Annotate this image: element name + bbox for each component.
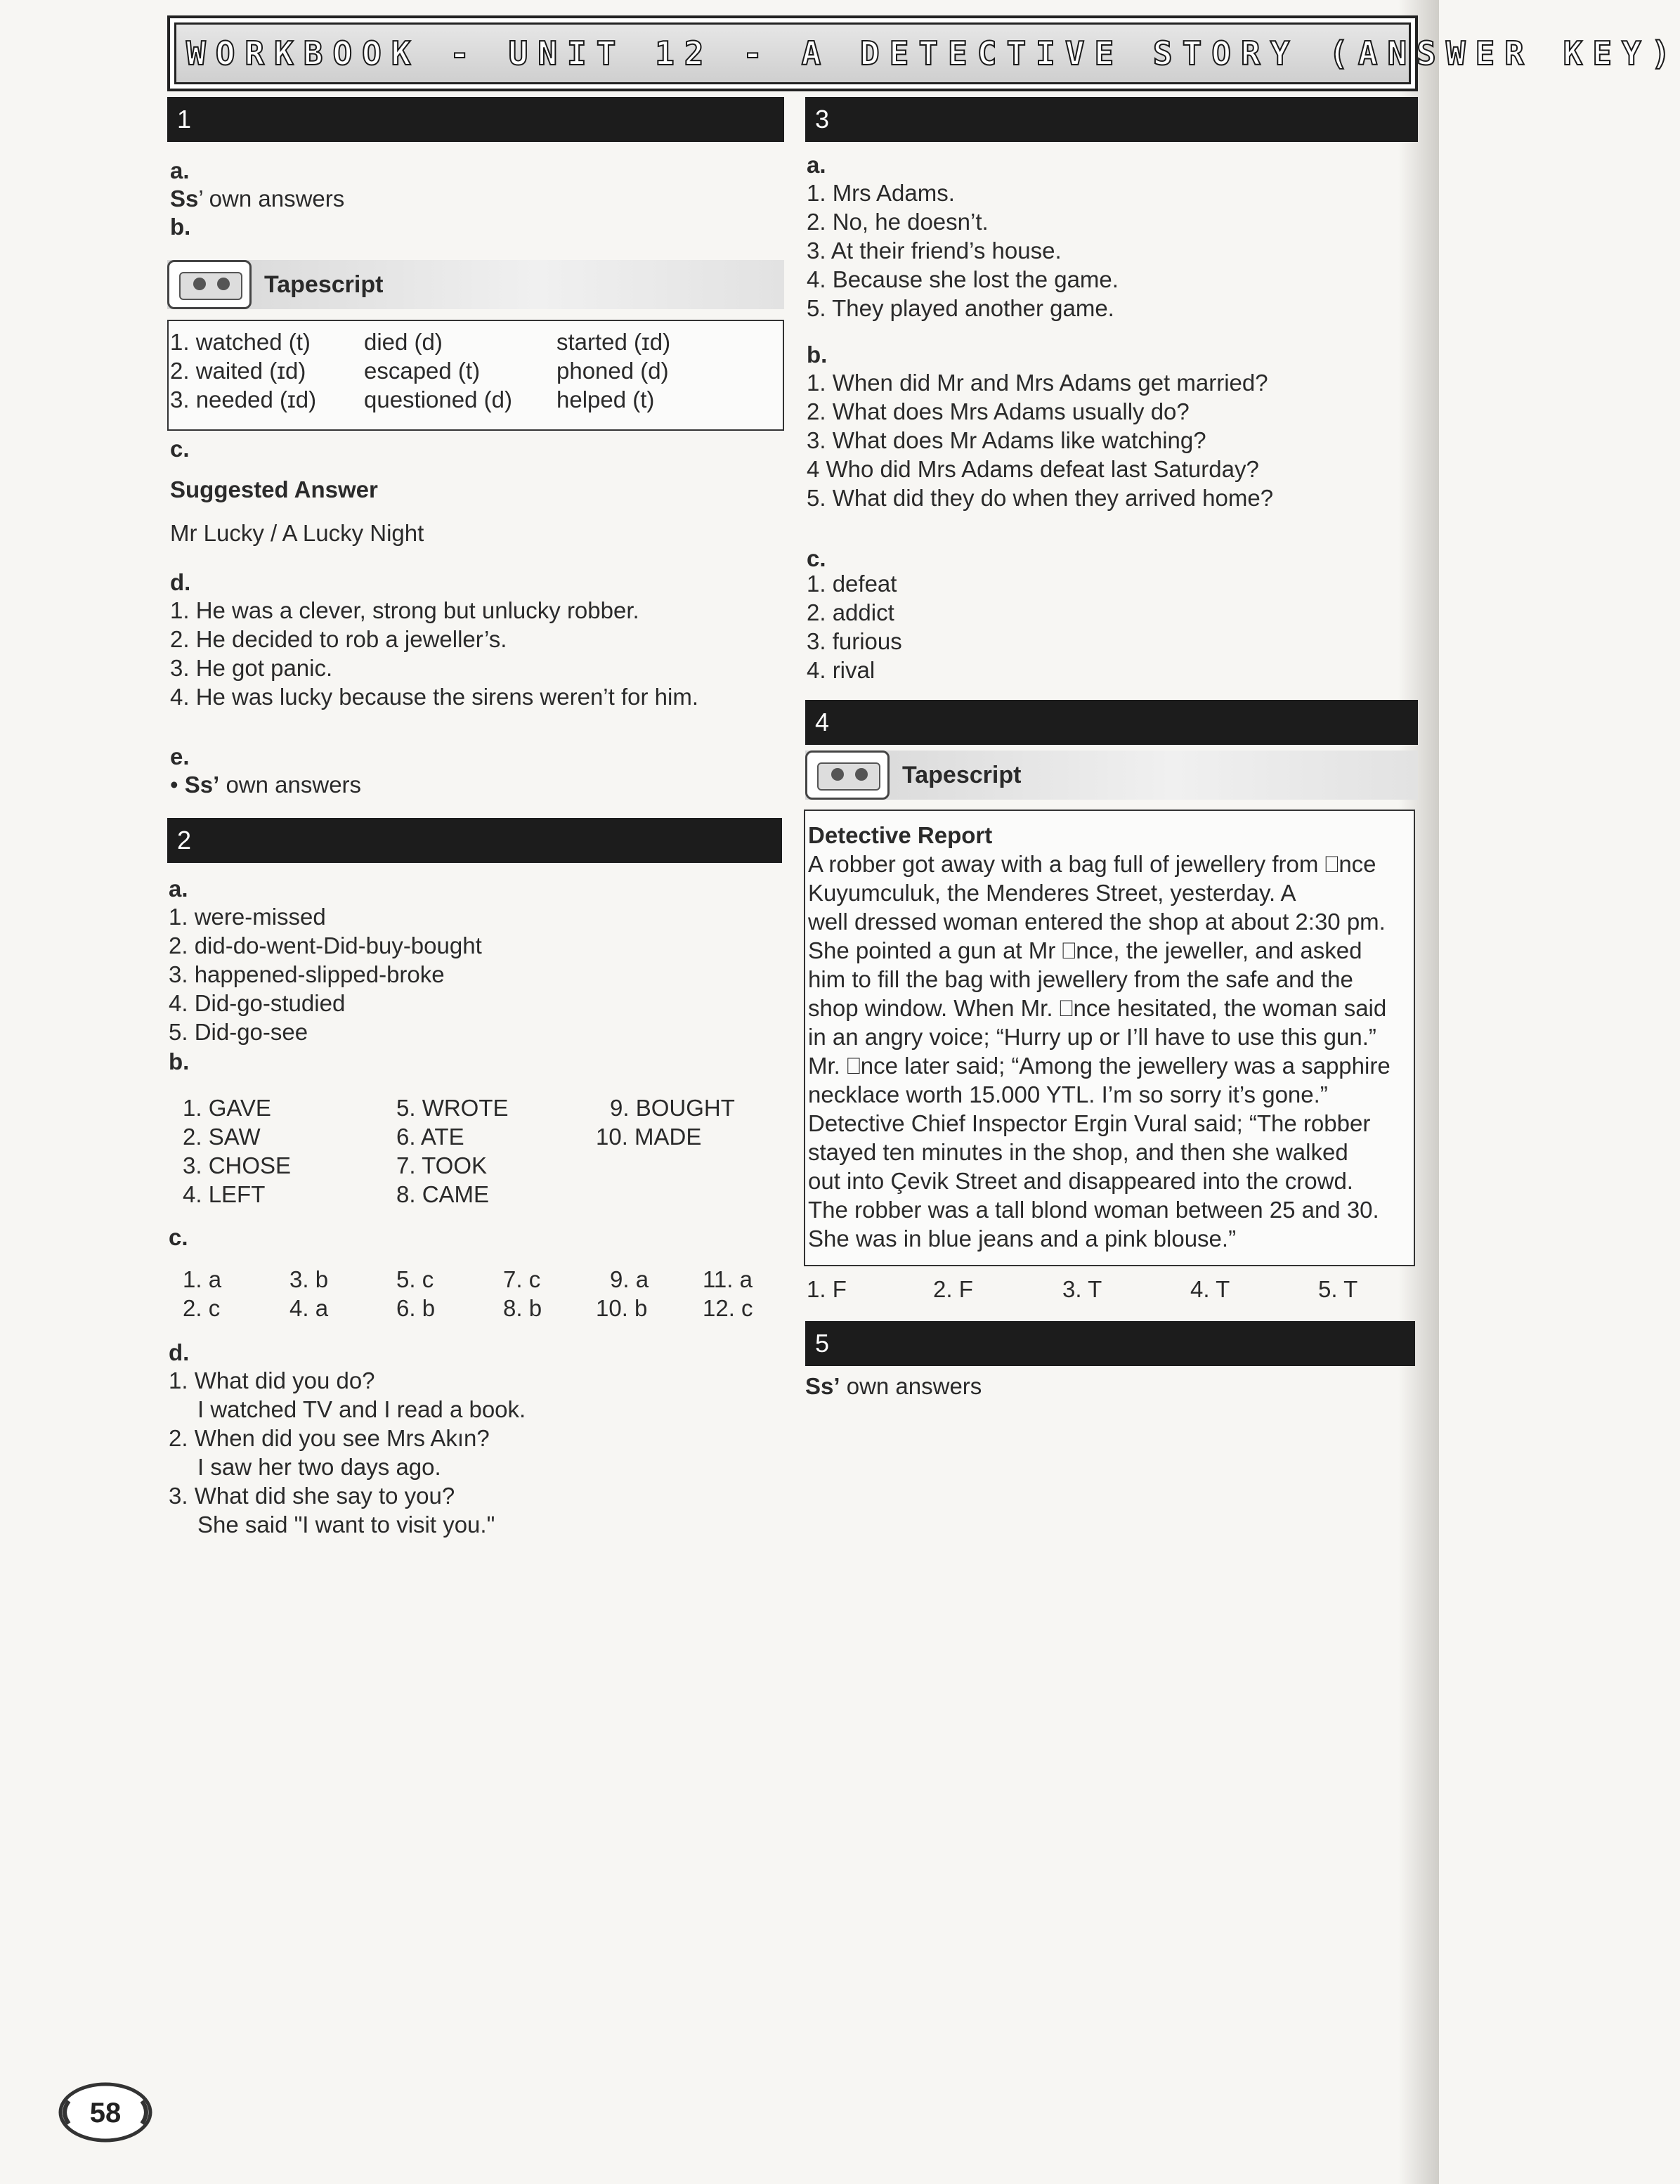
ex3-c-item-1: 1. defeat: [807, 571, 897, 597]
ex2-b-c2-2: 6. ATE: [396, 1124, 464, 1150]
ex2-d-q1: 1. What did you do?: [169, 1367, 375, 1393]
ex2-d-q2: 2. When did you see Mrs Akın?: [169, 1425, 490, 1451]
page-number-badge: [56, 2080, 155, 2145]
ex1-table-r1c1: 1. watched (t): [170, 329, 311, 355]
ex1-suggested-text: Mr Lucky / A Lucky Night: [170, 520, 424, 546]
ex2-c-r2-5: 10. b: [596, 1295, 648, 1321]
ex1-table-r1c2: died (d): [364, 329, 443, 355]
ex4-report-title: Detective Report: [808, 822, 993, 848]
ex5-answer: [805, 1372, 982, 1400]
ex3-a-item-5: 5. They played another game.: [807, 295, 1114, 321]
ex3-c-item-3: 3. furious: [807, 628, 902, 654]
ex1-e-text: own answers: [219, 772, 362, 798]
ex1-d-item-4: 4. He was lucky because the sirens weren’t for him.: [170, 684, 698, 710]
ex1-e-prefix: Ss’: [184, 772, 220, 798]
ex4-report-line-13: The robber was a tall blond woman between 25 and 30.: [808, 1197, 1379, 1223]
page-number: 58: [89, 2098, 122, 2128]
ex4-report-line-11: stayed ten minutes in the shop, and then she walked: [808, 1139, 1348, 1165]
cassette-icon: [805, 750, 890, 800]
page-title: WORKBOOK - UNIT 12 - A DETECTIVE STORY (ANSWER KEY): [186, 34, 1680, 72]
exercise-2-header: [167, 818, 782, 863]
ex4-report-line-4: She pointed a gun at Mr ⎕nce, the jeweller, and asked: [808, 937, 1362, 963]
ex4-answer-2: 2. F: [933, 1276, 973, 1302]
ex4-report-line-1: A robber got away with a bag full of jewellery from ⎕nce: [808, 851, 1376, 877]
ex1-table-r2c2: escaped (t): [364, 358, 481, 384]
ex4-report-line-2: Kuyumculuk, the Menderes Street, yesterday. A: [808, 880, 1296, 906]
ex1-table-r1c3: started (ɪd): [556, 329, 671, 355]
ex3-b-item-2: 2. What does Mrs Adams usually do?: [807, 398, 1190, 424]
ex4-report-line-10: Detective Chief Inspector Ergin Vural said; “The robber: [808, 1110, 1371, 1136]
ex2-a-item-2: 2. did-do-went-Did-buy-bought: [169, 932, 482, 958]
ex2-a-item-3: 3. happened-slipped-broke: [169, 961, 445, 987]
ex2-b-c2-1: 5. WROTE: [396, 1095, 509, 1121]
exercise-2-number: 2: [177, 826, 192, 854]
ex4-answer-1: 1. F: [807, 1276, 847, 1302]
ex3-b-label: b.: [807, 342, 828, 368]
ex4-tapescript-bar: [805, 750, 1418, 800]
ex1-tapescript-label: Tapescript: [264, 271, 384, 298]
ex1-d-item-2: 2. He decided to rob a jeweller’s.: [170, 626, 507, 652]
ex3-a-item-3: 3. At their friend’s house.: [807, 238, 1062, 264]
ex2-c-r1-6: 11. a: [703, 1266, 753, 1292]
ex1-a-text: ’ own answers: [198, 186, 345, 212]
ex1-e-bullet: •: [170, 772, 178, 798]
exercise-3-header: [805, 97, 1418, 142]
ex2-d-a3: She said "I want to visit you.": [197, 1512, 495, 1538]
ex4-answer-4: 4. T: [1190, 1276, 1230, 1302]
ex2-b-label: b.: [169, 1048, 190, 1074]
ex1-a-answer: [170, 184, 344, 213]
ex2-c-r1-4: 7. c: [503, 1266, 541, 1292]
ex4-report-line-3: well dressed woman entered the shop at about 2:30 pm.: [808, 909, 1386, 935]
ex1-table-r3c1: 3. needed (ɪd): [170, 386, 317, 412]
ex2-b-c1-4: 4. LEFT: [183, 1181, 266, 1207]
ex2-c-r1-2: 3. b: [289, 1266, 329, 1292]
ex1-suggested-label: Suggested Answer: [170, 476, 378, 502]
exercise-3-number: 3: [815, 105, 830, 134]
ex4-report-line-5: him to fill the bag with jewellery from the safe and the: [808, 966, 1353, 992]
ex4-answer-3: 3. T: [1062, 1276, 1102, 1302]
ex4-report-line-12: out into Çevik Street and disappeared into the crowd.: [808, 1168, 1353, 1194]
ex3-a-label: a.: [807, 152, 826, 178]
ex1-a-prefix: Ss: [170, 186, 199, 212]
ex2-d-label: d.: [169, 1339, 190, 1365]
ex1-c-label: c.: [170, 436, 190, 462]
exercise-1-header: [167, 97, 784, 142]
ex4-report-line-8: Mr. ⎕nce later said; “Among the jewellery was a sapphire: [808, 1053, 1391, 1079]
ex4-report-line-9: necklace worth 15.000 YTL. I’m so sorry it’s gone.”: [808, 1081, 1328, 1107]
ex3-b-item-4: 4 Who did Mrs Adams defeat last Saturday?: [807, 456, 1259, 482]
ex2-c-r2-3: 6. b: [396, 1295, 436, 1321]
exercise-1-number: 1: [177, 105, 192, 134]
ex3-a-item-1: 1. Mrs Adams.: [807, 180, 955, 206]
ex2-b-c2-3: 7. TOOK: [396, 1152, 488, 1178]
ex2-b-c3-1: 9. BOUGHT: [610, 1095, 735, 1121]
ex3-a-item-2: 2. No, he doesn’t.: [807, 209, 989, 235]
ex3-b-item-1: 1. When did Mr and Mrs Adams get married?: [807, 370, 1268, 396]
ex1-d-item-3: 3. He got panic.: [170, 655, 333, 681]
ex2-c-r2-6: 12. c: [703, 1295, 753, 1321]
ex4-report-line-14: She was in blue jeans and a pink blouse.”: [808, 1226, 1237, 1252]
ex2-a-label: a.: [169, 876, 188, 902]
ex2-a-item-1: 1. were-missed: [169, 904, 326, 930]
title-banner: [167, 15, 1680, 91]
ex2-c-r2-4: 8. b: [503, 1295, 542, 1321]
ex2-c-label: c.: [169, 1224, 188, 1250]
ex2-c-r2-2: 4. a: [289, 1295, 329, 1321]
ex2-b-c1-1: 1. GAVE: [183, 1095, 271, 1121]
ex4-report-line-6: shop window. When Mr. ⎕nce hesitated, the woman said: [808, 995, 1387, 1021]
ex2-a-item-4: 4. Did-go-studied: [169, 990, 346, 1016]
ex1-table-r2c1: 2. waited (ɪd): [170, 358, 306, 384]
ex3-a-item-4: 4. Because she lost the game.: [807, 266, 1119, 292]
ex1-e-answer: [170, 770, 361, 799]
cassette-icon: [167, 260, 252, 309]
ex4-answer-5: 5. T: [1318, 1276, 1358, 1302]
ex5-prefix: Ss’: [805, 1373, 840, 1399]
ex2-c-r2-1: 2. c: [183, 1295, 221, 1321]
title-banner-inner: [174, 22, 1680, 84]
ex1-tapescript-bar: [167, 260, 784, 309]
ex2-a-item-5: 5. Did-go-see: [169, 1019, 308, 1045]
ex2-b-c1-2: 2. SAW: [183, 1124, 261, 1150]
ex2-d-a2: I saw her two days ago.: [197, 1454, 441, 1480]
ex3-c-label: c.: [807, 545, 826, 571]
ex2-c-r1-5: 9. a: [610, 1266, 649, 1292]
ex2-b-c1-3: 3. CHOSE: [183, 1152, 292, 1178]
ex3-b-item-5: 5. What did they do when they arrived home?: [807, 485, 1274, 511]
ex2-d-q3: 3. What did she say to you?: [169, 1483, 455, 1509]
ex4-report-line-7: in an angry voice; “Hurry up or I’ll have to use this gun.”: [808, 1024, 1376, 1050]
ex1-b-label: b.: [170, 214, 191, 240]
ex3-b-item-3: 3. What does Mr Adams like watching?: [807, 427, 1206, 453]
ex1-table-r3c2: questioned (d): [364, 386, 512, 412]
ex2-b-c2-4: 8. CAME: [396, 1181, 490, 1207]
ex1-a-label: a.: [170, 157, 190, 183]
ex2-d-a1: I watched TV and I read a book.: [197, 1396, 526, 1422]
ex5-text: own answers: [840, 1373, 982, 1399]
ex1-table-r3c3: helped (t): [556, 386, 655, 412]
exercise-5-header: [805, 1321, 1415, 1366]
ex1-d-item-1: 1. He was a clever, strong but unlucky robber.: [170, 597, 639, 623]
ex1-table-r2c3: phoned (d): [556, 358, 669, 384]
ex4-tapescript-label: Tapescript: [902, 761, 1022, 788]
ex3-c-item-2: 2. addict: [807, 599, 894, 625]
exercise-4-header: [805, 700, 1418, 745]
ex2-c-r1-1: 1. a: [183, 1266, 222, 1292]
exercise-5-number: 5: [815, 1329, 830, 1358]
ex2-c-r1-3: 5. c: [396, 1266, 434, 1292]
ex2-b-c3-2: 10. MADE: [596, 1124, 702, 1150]
exercise-4-number: 4: [815, 708, 830, 736]
ex3-c-item-4: 4. rival: [807, 657, 875, 683]
ex1-e-label: e.: [170, 743, 190, 769]
ex1-d-label: d.: [170, 569, 191, 595]
